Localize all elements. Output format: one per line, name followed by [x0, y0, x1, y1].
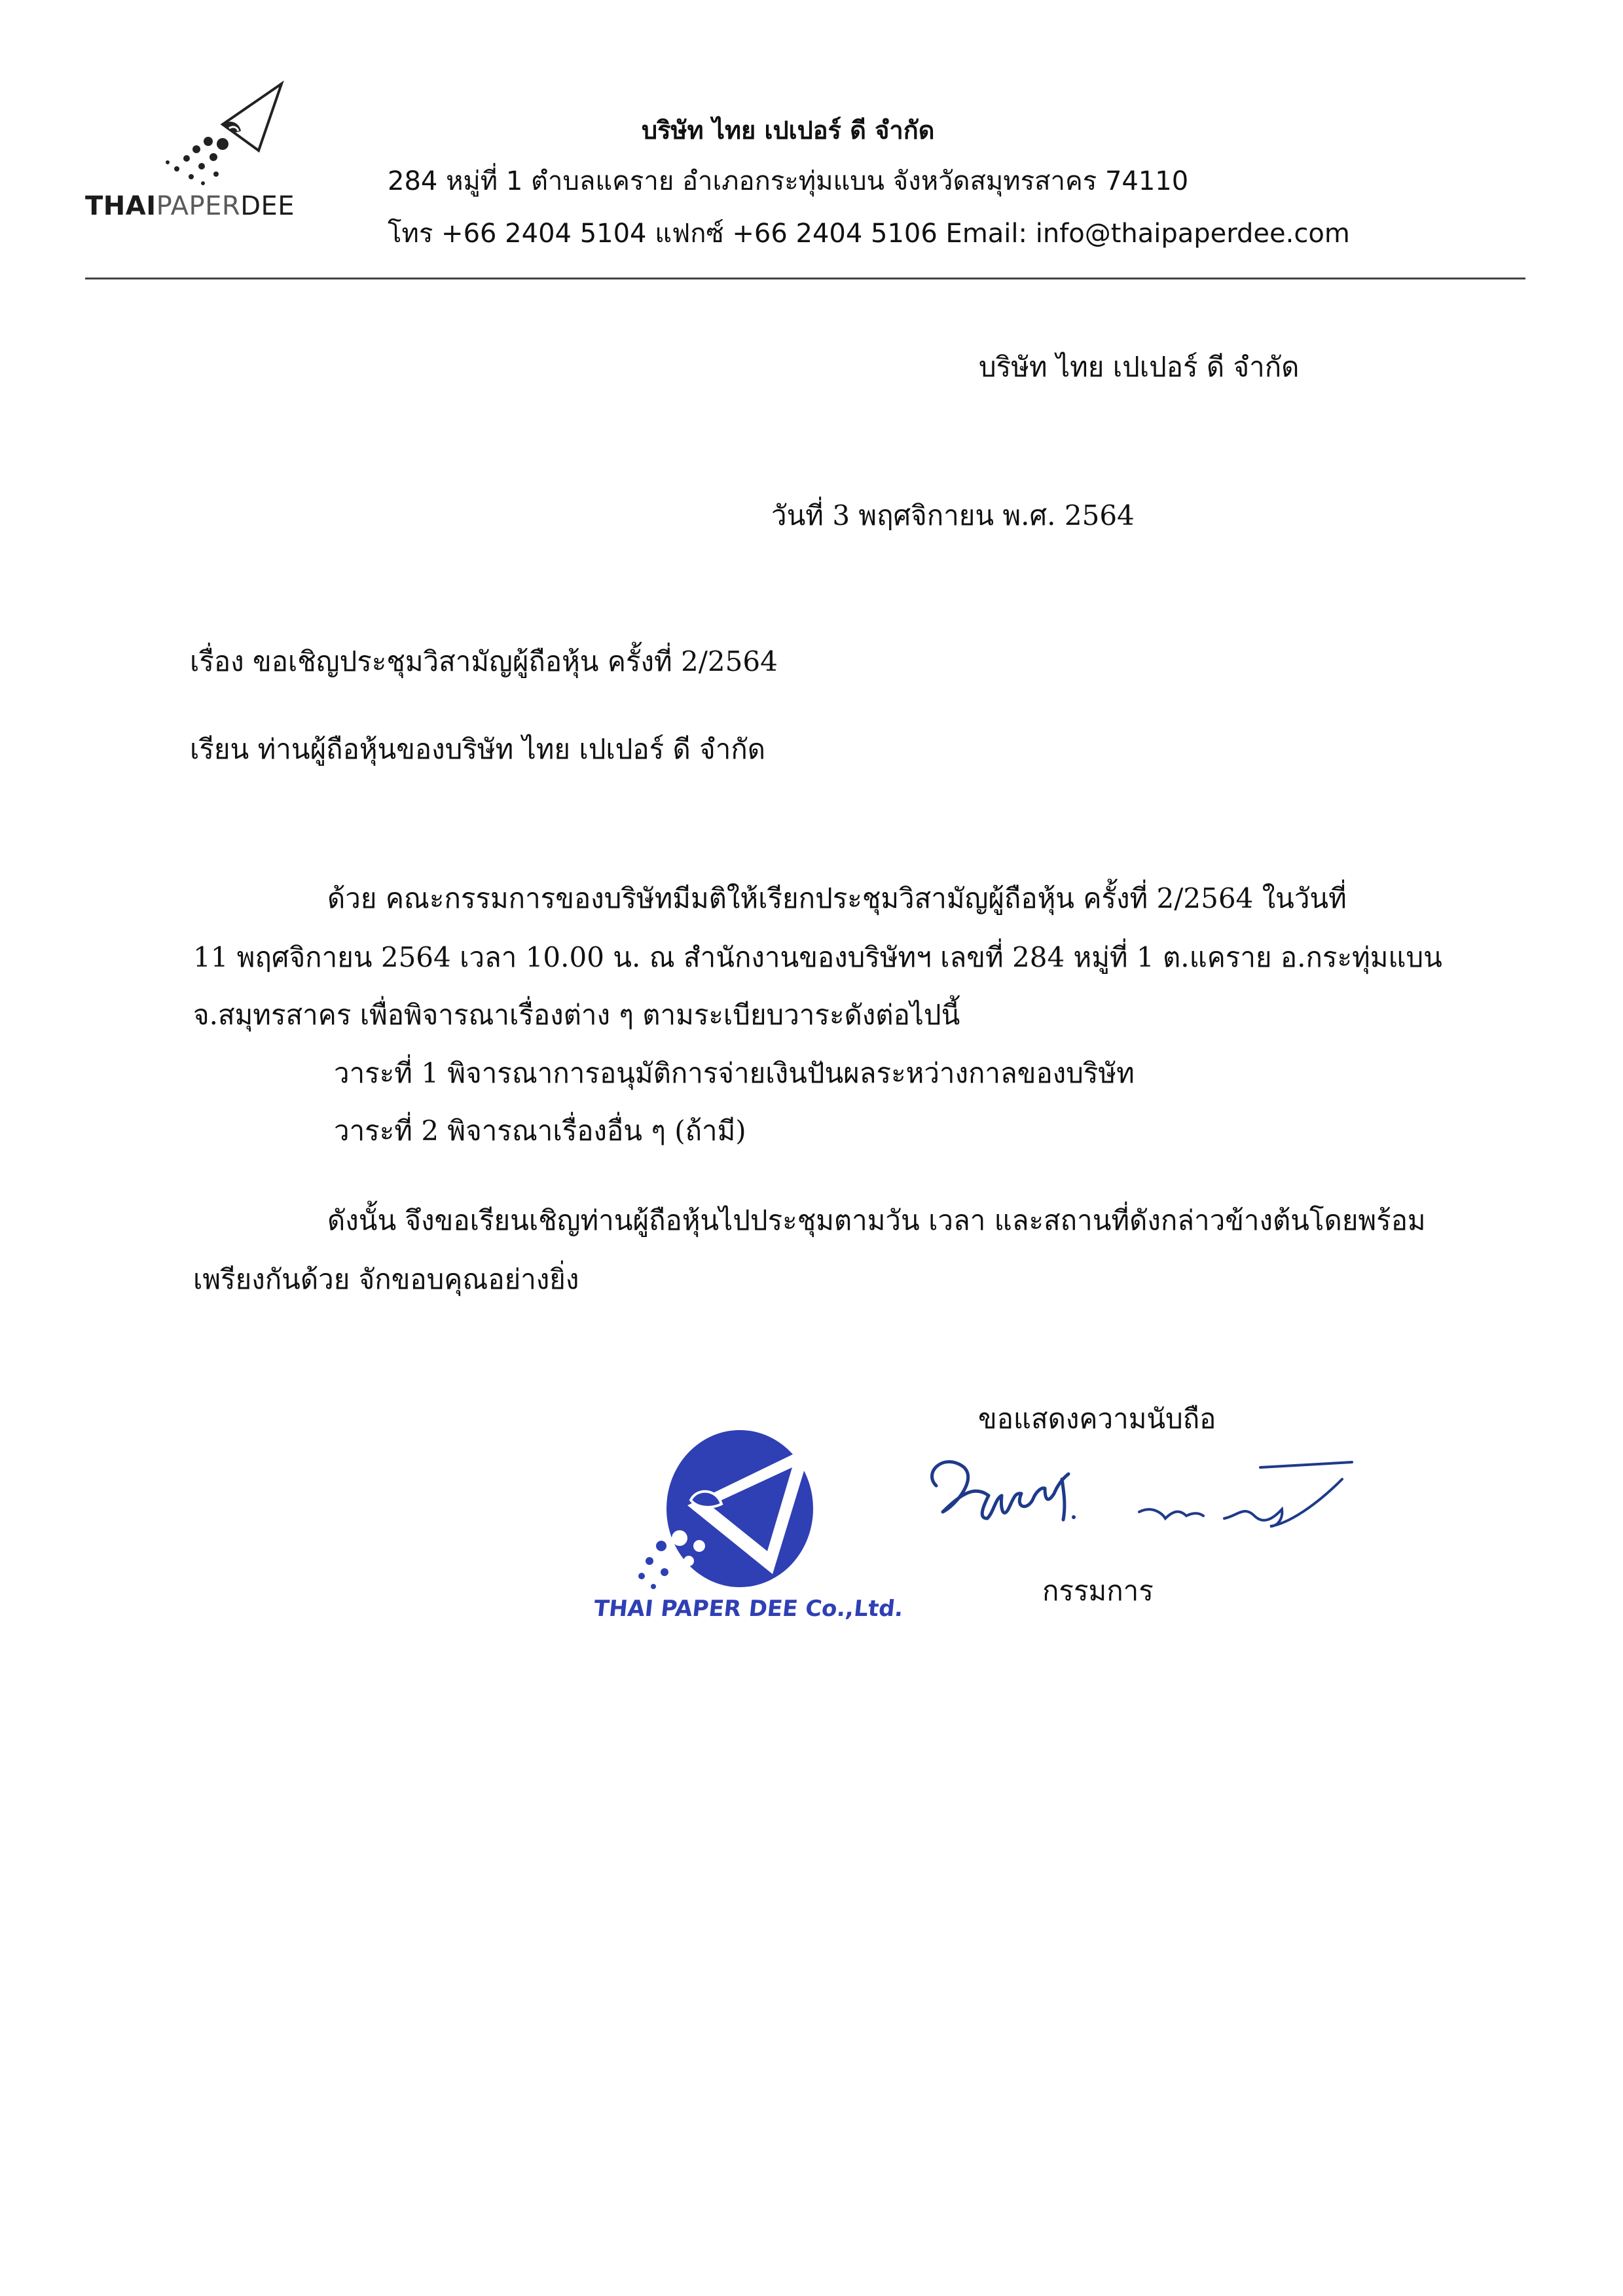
logo-wordmark: THAIPAPERDEE	[85, 191, 295, 221]
letterhead-address: 284 หมู่ที่ 1 ตำบลแคราย อำเภอกระทุ่มแบน จังหวัดสมุทรสาคร 74110	[388, 166, 1189, 196]
signer-title: กรรมการ	[1042, 1575, 1154, 1607]
paragraph-line: ด้วย คณะกรรมการของบริษัทมีมติให้เรียกประชุมวิสามัญผู้ถือหุ้น ครั้งที่ 2/2564 ในวันที่	[327, 882, 1347, 914]
agenda-item: วาระที่ 2 พิจารณาเรื่องอื่น ๆ (ถ้ามี)	[334, 1115, 746, 1147]
header-divider	[85, 278, 1525, 279]
agenda-item: วาระที่ 1 พิจารณาการอนุมัติการจ่ายเงินปันผลระหว่างกาลของบริษัท	[334, 1057, 1135, 1089]
stamp-text: THAI PAPER DEE Co.,Ltd.	[592, 1596, 905, 1622]
salutation-line: เรียน ท่านผู้ถือหุ้นของบริษัท ไทย เปเปอร์ ดี จำกัด	[190, 733, 766, 765]
closing-phrase: ขอแสดงความนับถือ	[978, 1403, 1216, 1435]
stamp-logo-icon	[576, 1427, 917, 1597]
paragraph-line: จ.สมุทรสาคร เพื่อพิจารณาเรื่องต่าง ๆ ตามระเบียบวาระดังต่อไปนี้	[193, 999, 960, 1031]
letterhead-contact: โทร +66 2404 5104 แฟกซ์ +66 2404 5106 Email: info@thaipaperdee.com	[388, 219, 1350, 249]
signature-1-icon	[917, 1446, 1087, 1545]
paragraph-line: ดังนั้น จึงขอเรียนเชิญท่านผู้ถือหุ้นไปประชุมตามวัน เวลา และสถานที่ดังกล่าวข้างต้นโดยพร้อม	[327, 1204, 1426, 1236]
letter-date: วันที่ 3 พฤศจิกายน พ.ศ. 2564	[771, 499, 1135, 531]
sender-company: บริษัท ไทย เปเปอร์ ดี จำกัด	[979, 351, 1300, 383]
company-logo	[79, 79, 301, 229]
paper-cone-logo-icon	[124, 79, 295, 209]
paragraph-line: 11 พฤศจิกายน 2564 เวลา 10.00 น. ณ สำนักงานของบริษัทฯ เลขที่ 284 หมู่ที่ 1 ต.แคราย อ.กระทุ่มแบน	[193, 941, 1442, 973]
subject-line: เรื่อง ขอเชิญประชุมวิสามัญผู้ถือหุ้น ครั้งที่ 2/2564	[190, 645, 778, 677]
company-stamp	[576, 1427, 917, 1643]
signature-2-icon	[1126, 1453, 1362, 1538]
paragraph-line: เพรียงกันด้วย จักขอบคุณอย่างยิ่ง	[193, 1263, 579, 1295]
letterhead-company-name: บริษัท ไทย เปเปอร์ ดี จำกัด	[642, 115, 935, 145]
